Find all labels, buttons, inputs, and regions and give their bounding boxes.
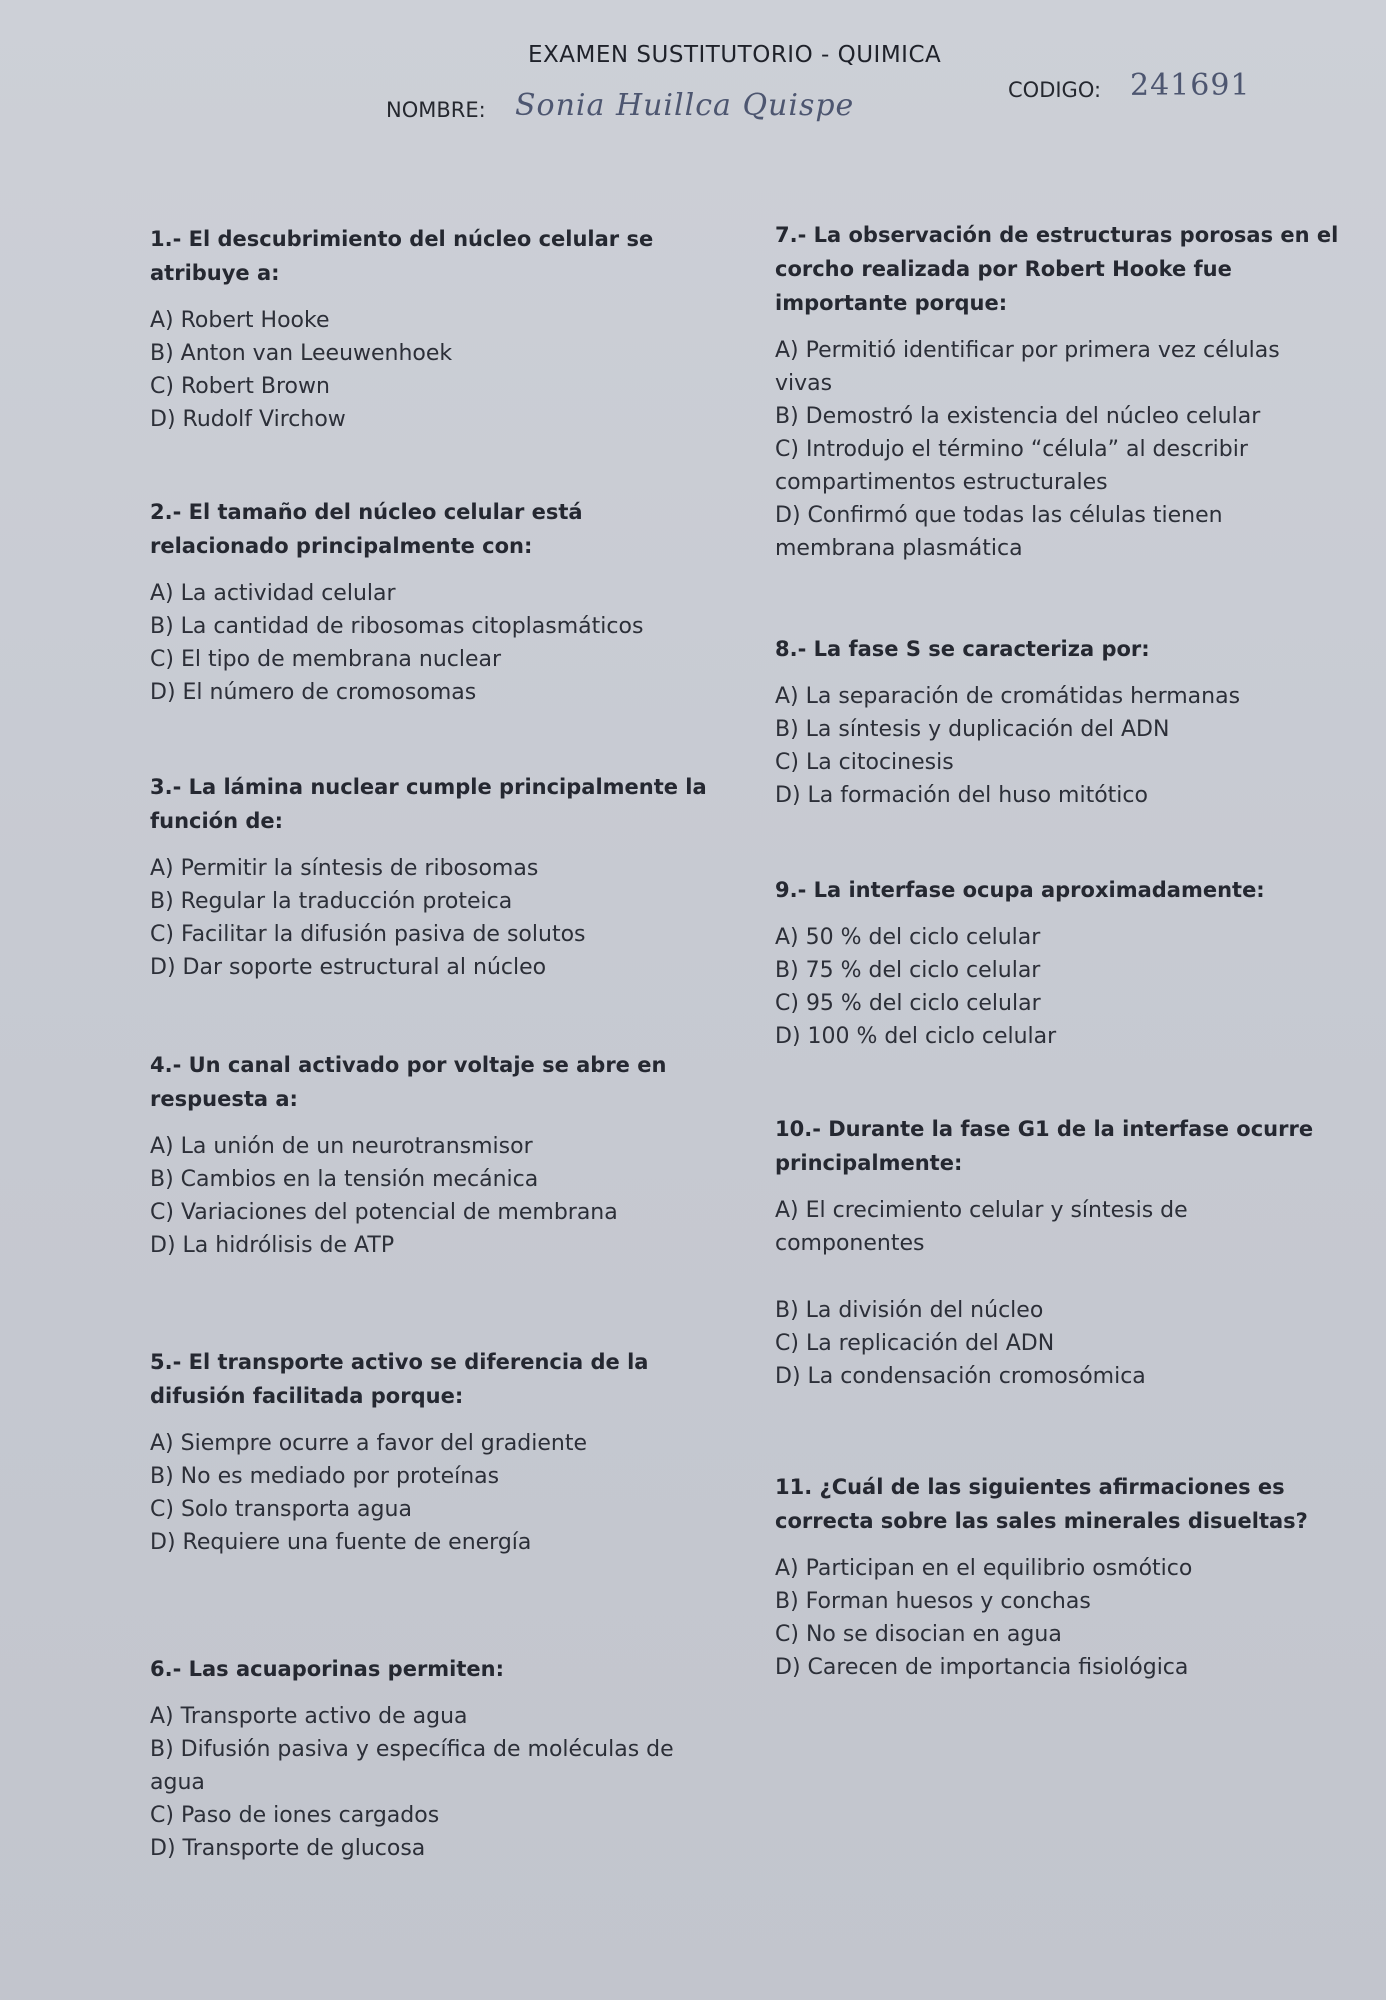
option-c: C) Introdujo el término “célula” al describir (775, 437, 1248, 462)
question-stem-line: relacionado principalmente con: (150, 534, 533, 558)
option-b: B) 75 % del ciclo celular (775, 958, 1041, 983)
option-b: B) Regular la traducción proteica (150, 889, 513, 914)
option-b: B) Cambios en la tensión mecánica (150, 1167, 539, 1192)
option-a: A) La separación de cromátidas hermanas (775, 684, 1241, 709)
option-d: D) La formación del huso mitótico (775, 783, 1148, 808)
option-c: C) La replicación del ADN (775, 1331, 1055, 1356)
option-b-continued: agua (150, 1770, 205, 1795)
question-stem-line: 10.- Durante la fase G1 de la interfase ocurre (775, 1117, 1314, 1141)
option-b: B) La cantidad de ribosomas citoplasmáticos (150, 614, 644, 639)
option-a: A) La unión de un neurotransmisor (150, 1134, 533, 1159)
option-c: C) 95 % del ciclo celular (775, 991, 1041, 1016)
option-a: A) El crecimiento celular y síntesis de (775, 1198, 1188, 1223)
option-a-continued: vivas (775, 371, 833, 396)
question-6 (150, 1652, 674, 1865)
option-c: C) Solo transporta agua (150, 1497, 412, 1522)
question-4 (150, 1048, 666, 1262)
question-8 (775, 632, 1240, 812)
question-3 (150, 770, 707, 984)
code-label: CODIGO: (1008, 78, 1102, 102)
question-stem-line: respuesta a: (150, 1087, 298, 1111)
question-stem-line: 1.- El descubrimiento del núcleo celular se (150, 227, 654, 251)
student-code: 241691 (1130, 68, 1251, 103)
question-stem-line: correcta sobre las sales minerales disueltas? (775, 1509, 1308, 1533)
option-c: C) El tipo de membrana nuclear (150, 647, 502, 672)
option-b: B) Anton van Leeuwenhoek (150, 341, 453, 366)
option-d: D) Carecen de importancia fisiológica (775, 1655, 1189, 1680)
option-a: A) Permitió identificar por primera vez células (775, 338, 1280, 363)
question-stem-line: principalmente: (775, 1151, 963, 1175)
question-stem-line: 8.- La fase S se caracteriza por: (775, 637, 1150, 661)
option-c: C) Variaciones del potencial de membrana (150, 1200, 618, 1225)
option-d-continued: membrana plasmática (775, 536, 1023, 561)
question-stem-line: corcho realizada por Robert Hooke fue (775, 257, 1232, 281)
option-a: A) La actividad celular (150, 581, 396, 606)
option-a: A) Robert Hooke (150, 308, 330, 333)
option-a-continued: componentes (775, 1231, 925, 1256)
option-c-continued: compartimentos estructurales (775, 470, 1108, 495)
option-d: D) 100 % del ciclo celular (775, 1024, 1057, 1049)
question-11 (775, 1470, 1308, 1684)
question-stem-line: difusión facilitada porque: (150, 1384, 464, 1408)
question-stem-line: 5.- El transporte activo se diferencia de la (150, 1350, 649, 1374)
option-a: A) Transporte activo de agua (150, 1704, 468, 1729)
option-c: C) La citocinesis (775, 750, 954, 775)
question-stem-line: 11. ¿Cuál de las siguientes afirmaciones es (775, 1475, 1285, 1499)
option-d: D) El número de cromosomas (150, 680, 477, 705)
question-1 (150, 222, 653, 436)
option-b: B) No es mediado por proteínas (150, 1464, 500, 1489)
question-stem-line: 7.- La observación de estructuras porosas en el (775, 223, 1339, 247)
option-d: D) Confirmó que todas las células tienen (775, 503, 1223, 528)
option-a: A) 50 % del ciclo celular (775, 925, 1041, 950)
option-d: D) Transporte de glucosa (150, 1836, 426, 1861)
option-b: B) Demostró la existencia del núcleo celular (775, 404, 1261, 429)
question-9 (775, 873, 1265, 1053)
option-d: D) Requiere una fuente de energía (150, 1530, 532, 1555)
option-c: C) Paso de iones cargados (150, 1803, 440, 1828)
question-5 (150, 1345, 648, 1559)
question-stem-line: 4.- Un canal activado por voltaje se abre en (150, 1053, 667, 1077)
question-stem-line: importante porque: (775, 291, 1008, 315)
question-2 (150, 495, 643, 709)
question-stem-line: 9.- La interfase ocupa aproximadamente: (775, 878, 1265, 902)
exam-title: EXAMEN SUSTITUTORIO - QUIMICA (528, 42, 942, 68)
question-stem-line: atribuye a: (150, 261, 280, 285)
question-10 (775, 1112, 1313, 1393)
option-b: B) La síntesis y duplicación del ADN (775, 717, 1170, 742)
option-a: A) Participan en el equilibrio osmótico (775, 1556, 1193, 1581)
question-7 (775, 218, 1338, 565)
option-d: D) La hidrólisis de ATP (150, 1233, 395, 1258)
option-c: C) No se disocian en agua (775, 1622, 1062, 1647)
option-a: A) Siempre ocurre a favor del gradiente (150, 1431, 588, 1456)
question-stem-line: 2.- El tamaño del núcleo celular está (150, 500, 583, 524)
option-c: C) Facilitar la difusión pasiva de solutos (150, 922, 586, 947)
option-c: C) Robert Brown (150, 374, 330, 399)
question-stem-line: 6.- Las acuaporinas permiten: (150, 1657, 505, 1681)
option-b: B) Forman huesos y conchas (775, 1589, 1091, 1614)
option-b: B) La división del núcleo (775, 1298, 1044, 1323)
option-a: A) Permitir la síntesis de ribosomas (150, 856, 539, 881)
option-d: D) La condensación cromosómica (775, 1364, 1146, 1389)
name-label: NOMBRE: (386, 98, 486, 122)
option-b: B) Difusión pasiva y específica de moléculas de (150, 1737, 674, 1762)
student-name: Sonia Huillca Quispe (515, 88, 855, 123)
option-d: D) Rudolf Virchow (150, 407, 346, 432)
option-d: D) Dar soporte estructural al núcleo (150, 955, 547, 980)
question-stem-line: 3.- La lámina nuclear cumple principalmente la (150, 775, 707, 799)
question-stem-line: función de: (150, 809, 284, 833)
